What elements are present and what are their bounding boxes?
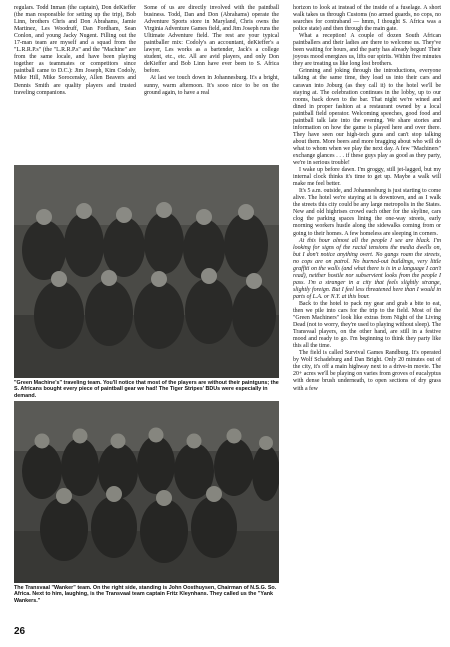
paragraph: Some of us are directly involved with the paintball business. Todd, Dan and Don (Abrahams) operate the Adventure Sports store in Maryland, Chris owns the Virginia Adventure Games field, and Jim Joseph runs the Ultimate Adventure field. The rest are your typical paintballer mix: Codoly's an accountant, deKieffer's a lawyer, Les works as a bartender, Jack's a college student, etc., etc. All are avid players, and only Don deKieffer and Bob Linn have ever been to S. Africa before. — [144, 5, 279, 75]
paragraph: Grinning and joking through the introductions, everyone talking at the same time, they load us into their cars and caravan into Joburg (as they call it) to the hotel we'll be staying at. The celebration continues in the lobby, up to our rooms, back down to the bar. That night we're wined and dined in proper fashion at a restaurant owned by a local paintball field operator. Welcoming speeches, good food and paintball talk late into the evening. We share stories and information on how the game is played here and over there. They have seen our high-tech guns and can't stop talking about them. More beers and more bragging about who will do what to whom when we play the next day. A few "Machiners" exchange glances . . . if these guys play as good as they party, we're in serious trouble! — [293, 68, 441, 167]
transvaal-team-photo — [14, 401, 279, 583]
page-number: 26 — [14, 626, 26, 637]
paragraph: horizon to look at instead of the inside of a fuselage. A short walk takes us through Customs (no armed guards, no cops, no searches for contraband — hmm, I thought S. Africa was a police state) and then through the main gate. — [293, 5, 441, 33]
photo-caption-green-machine: "Green Machine's" traveling team. You'll notice that most of the players are without their paintguns; the S. Africans bought every piece of paintball gear we had! The Tiger Stripes' BDUs were especially in demand. — [14, 380, 279, 399]
paragraph: Back to the hotel to pack my gear and grab a bite to eat, then we pile into cars for the trip to the field. Most of the "Green Machiners" look like extras from Night of the Living Dead (not to worry, they're used to playing without sleep). The Transvaal players, on the other hand, are still in a festive mood and ready to go. I'm beginning to think they party like this all the time. — [293, 300, 441, 350]
transvaal-photo-image — [14, 401, 279, 583]
green-machine-team-photo — [14, 165, 279, 378]
photo-caption-transvaal: The Transvaal "Wanker" team. On the right side, standing is John Oosthuysen, Chairman of N.S.G. So. Africa. Next to him, laughing, is the Transvaal team captain Fritz Kleynhans. They called us the "Yank Wankers." — [14, 585, 277, 604]
paragraph: At this hour almost all the people I see are black. I'm looking for signs of the racial tensions the media dwells on, but I don't notice anything overt. No gangs roam the streets, no cops are on patrol. No burned-out buildings, very little graffiti on the walls (and what there is is in a language I can't read), neither hostile nor subservient looks from the people I pass. I'm a stranger in a city that feels slightly strange, slightly foreign. But I feel less threatened here than I would in parts of L.A. or N.Y. at this hour. — [293, 237, 441, 300]
paragraph: regulars. Todd Inman (the captain), Don deKieffer (the man responsible for setting up the trip), Bob Linn, brothers Chris and Don Abrahams, Jamie Martinez, Les Woodruff, Dan Fordham, Sean Conlon, and young Jacky Nugent. Filling out the 17-man team are myself and a squad from the "L.R.R.P.s" (the "L.R.R.P.s" and the "Machine" are from the same locale, and have been playing together as teammates or competitors since paintball came to D.C.): Jim Joseph, Kim Codoly, Mike Hill, Mike Sorocensky, Allen Beavers and Dennis Smith are quality players and trusted traveling companions. — [14, 5, 136, 96]
team-photo-image — [14, 165, 279, 378]
paragraph: It's 5 a.m. outside, and Johannesburg is just starting to come alive. The hotel we're staying at is downtown, and as I walk the streets this city could be any large metropolis in the States. New and old highrises crowd each other for the skyline, cars clog the parking spaces lining the one-way streets, early morning workers hustle along the sidewalks coming from or going to their homes. A few homeless are sleeping in corners. — [293, 188, 441, 237]
paragraph: At last we touch down in Johannesburg. It's a bright, sunny, warm afternoon. It's sooo nice to be on the ground again, to have a real — [144, 75, 279, 96]
text-column-2 — [144, 5, 279, 97]
text-column-3 — [293, 5, 441, 393]
text-column-1 — [14, 5, 136, 97]
paragraph: What a reception! A couple of dozen South African paintballers and their ladies are there to welcome us. They've been waiting for hours, and the party has already begun! Their joyous mood energizes us, lifts our spirits. Within five minutes they are treating us like long lost brothers. — [293, 33, 441, 68]
paragraph: The field is called Survival Games Randburg. It's operated by Wolf Schadeburg and Dan Bright. Only 20 minutes out of the city, it's off a main highway next to a drive-in movie. The 20+ acres we'll be playing on varies from groves of eucalyptus with dense brush underneath, to open sections of dry grass with a few — [293, 350, 441, 392]
paragraph: I wake up before dawn. I'm groggy, still jet-lagged, but my internal clock thinks it's time to get up. Maybe a walk will make me feel better. — [293, 167, 441, 188]
